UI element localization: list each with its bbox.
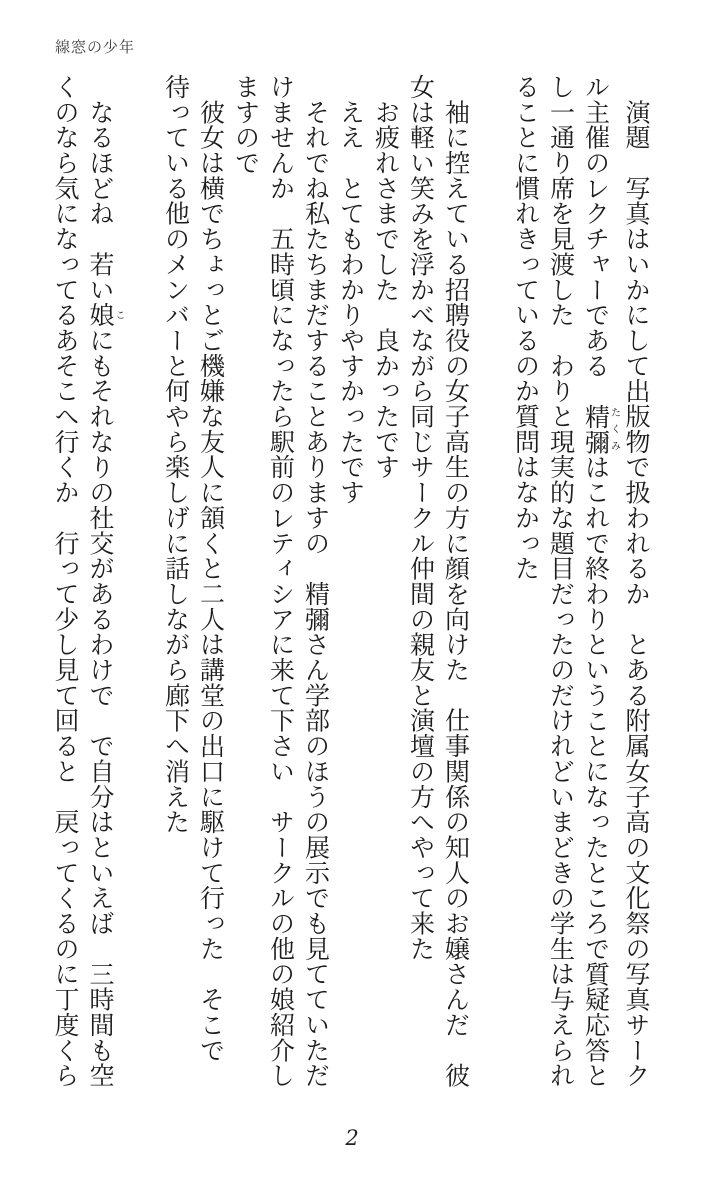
running-header-title: 線窓の少年 xyxy=(55,38,136,56)
text-line: 彼女は横でちょっとご機嫌な友人に頷くと二人は講堂の出口に駆けて行った そこで xyxy=(196,74,226,1063)
text-line: それでね私たちまだすることありますの 精彌さん学部のほうの展示でも見てていただ xyxy=(301,74,331,1088)
vertical-text-body xyxy=(48,74,654,1090)
blank-line xyxy=(124,74,159,1090)
page-number: 2 xyxy=(345,1126,359,1150)
text-line: ますので xyxy=(231,74,261,176)
text-line: 女は軽い笑みを浮かべながら同じサークル仲間の親友と演壇の方へやって来た xyxy=(406,74,436,962)
text-line: 袖に控えている招聘役の女子高生の方に顔を向けた 仕事関係の知人のお嬢さんだ 彼 xyxy=(441,74,471,1088)
text-line: し一通り席を見渡した わりと現実的な題目だったのだけれどいまどきの学生は与えられ xyxy=(546,74,576,1088)
text-line: けませんか 五時頃になったら駅前のレティシアに来て下さい サークルの他の娘紹介し xyxy=(266,74,296,1088)
text-line: 待っている他のメンバーと何やら楽しげに話しながら廊下へ消えた xyxy=(161,74,191,835)
blank-line xyxy=(474,74,509,1090)
text-line: くのなら気になってるあそこへ行くか 行って少し見て回ると 戻ってくるのに丁度くら xyxy=(51,74,80,1088)
text-line: お疲れさまでした 良かったです xyxy=(371,74,401,480)
text-line: ええ とてもわかりやすかったです xyxy=(336,74,366,505)
text-line: ることに慣れきっているのか質問はなかった xyxy=(511,74,541,581)
text-line: ル主催のレクチャーである 精彌たくみはこれで終わりということになったところで質疑応答と xyxy=(581,74,620,1089)
ruby-annotation: 娘こ xyxy=(86,302,124,328)
text-line: なるほどね 若い娘こにもそれなりの社交があるわけで で自分はといえば 三時間も空 xyxy=(86,74,124,1089)
ruby-annotation: 精彌たくみ xyxy=(581,403,620,455)
text-line: 演題 写真はいかにして出版物で扱われるか とある附属女子高の文化祭の写真サーク xyxy=(622,74,651,1088)
